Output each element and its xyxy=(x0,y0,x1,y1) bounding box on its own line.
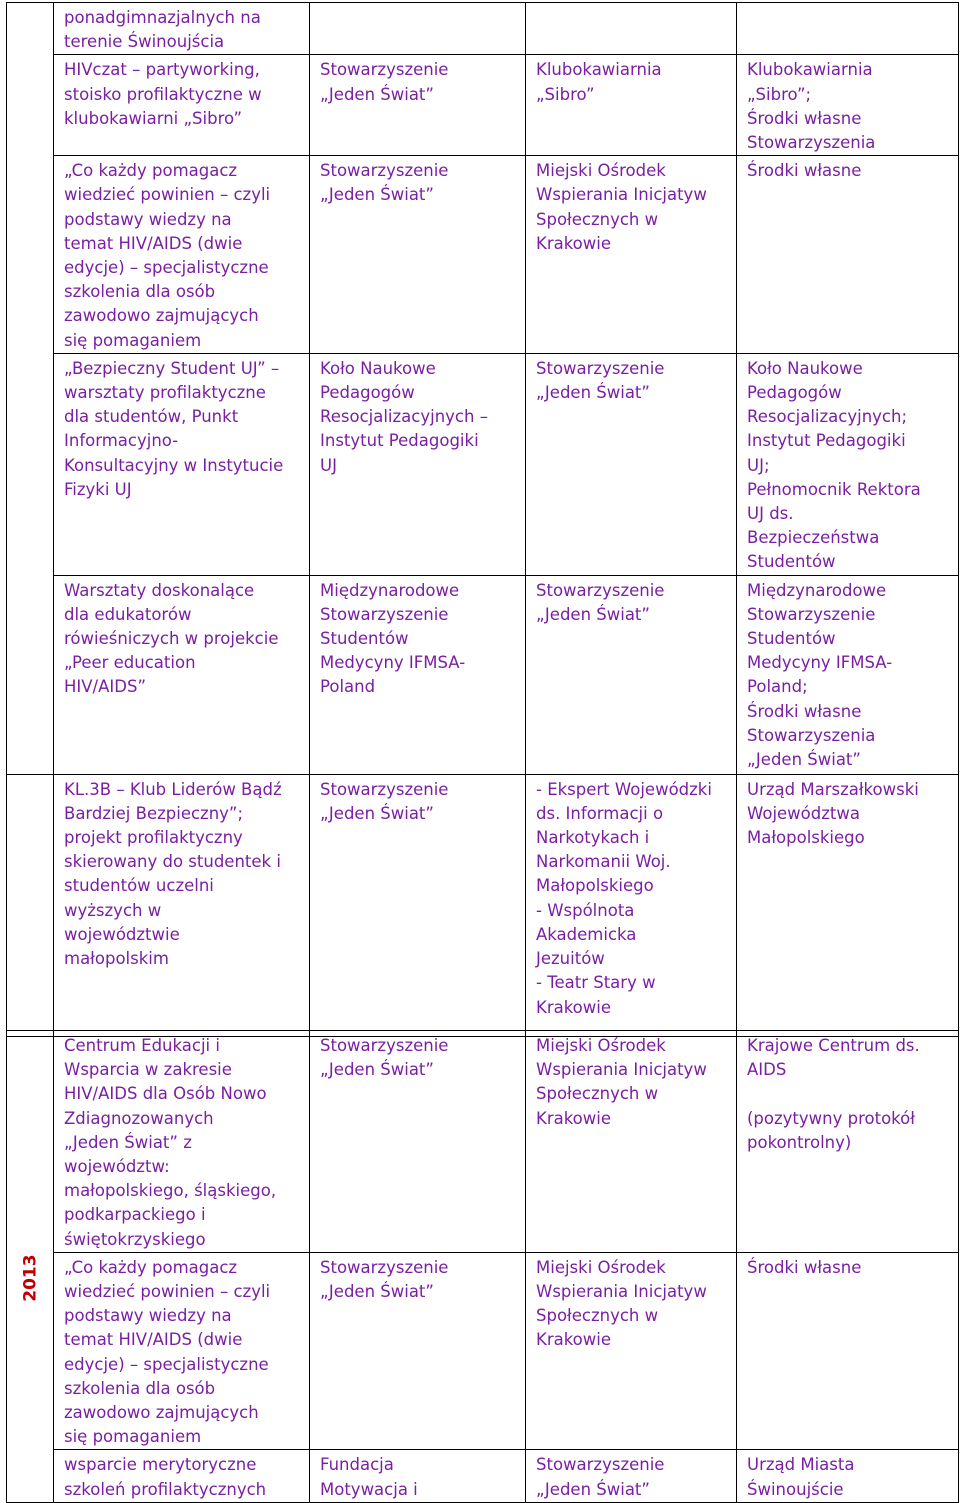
task-cell: „Co każdy pomagacz wiedzieć powinien – czyli podstawy wiedzy na temat HIV/AIDS (dwie edycje) – specjalistyczne szkolenia dla osób zawodowo zajmujących się pomaganiem xyxy=(54,1252,310,1450)
place-cell: Klubokawiarnia „Sibro” xyxy=(526,55,737,156)
partner-cell: Fundacja Motywacja i xyxy=(310,1450,526,1502)
funding-cell xyxy=(737,3,959,55)
table-row xyxy=(7,1252,959,1450)
funding-cell: Urząd Marszałkowski Województwa Małopolskiego xyxy=(737,774,959,1036)
funding-cell: Środki własne xyxy=(737,156,959,354)
table-row xyxy=(7,156,959,354)
table-row xyxy=(7,353,959,575)
funding-cell: Międzynarodowe Stowarzyszenie Studentów Medycyny IFMSA- Poland; Środki własne Stowarzyszenia „Jeden Świat” xyxy=(737,575,959,774)
year-cell xyxy=(7,1031,54,1503)
partner-cell: Międzynarodowe Stowarzyszenie Studentów Medycyny IFMSA- Poland xyxy=(310,575,526,774)
year-label: 2013 xyxy=(20,1254,41,1303)
table-row xyxy=(7,575,959,774)
place-cell: Stowarzyszenie „Jeden Świat” xyxy=(526,353,737,575)
partner-cell: Stowarzyszenie „Jeden Świat” xyxy=(310,55,526,156)
partner-cell: Stowarzyszenie „Jeden Świat” xyxy=(310,1031,526,1253)
table-row xyxy=(7,55,959,156)
task-cell: „Co każdy pomagacz wiedzieć powinien – czyli podstawy wiedzy na temat HIV/AIDS (dwie edycje) – specjalistyczne szkolenia dla osób zawodowo zajmujących się pomaganiem xyxy=(54,156,310,354)
funding-cell: Środki własne xyxy=(737,1252,959,1450)
funding-cell: Klubokawiarnia „Sibro”; Środki własne Stowarzyszenia xyxy=(737,55,959,156)
place-cell: Miejski Ośrodek Wspierania Inicjatyw Społecznych w Krakowie xyxy=(526,1252,737,1450)
funding-cell: Koło Naukowe Pedagogów Resocjalizacyjnych; Instytut Pedagogiki UJ; Pełnomocnik Rektora UJ ds. Bezpieczeństwa Studentów xyxy=(737,353,959,575)
place-cell: - Ekspert Wojewódzki ds. Informacji o Narkotykach i Narkomanii Woj. Małopolskiego - Wspólnota Akademicka Jezuitów - Teatr Stary w Krakowie xyxy=(526,774,737,1036)
table-row xyxy=(7,3,959,55)
task-cell: HIVczat – partyworking, stoisko profilaktyczne w klubokawiarni „Sibro” xyxy=(54,55,310,156)
table-row xyxy=(7,774,959,1036)
table-row xyxy=(7,1450,959,1502)
year-cell xyxy=(7,3,54,775)
activities-table-continued xyxy=(6,2,959,1037)
task-cell: „Bezpieczny Student UJ” – warsztaty profilaktyczne dla studentów, Punkt Informacyjno- Konsultacyjny w Instytucie Fizyki UJ xyxy=(54,353,310,575)
place-cell: Stowarzyszenie „Jeden Świat” xyxy=(526,1450,737,1502)
partner-cell xyxy=(310,3,526,55)
task-cell: ponadgimnazjalnych na terenie Świnoujścia xyxy=(54,3,310,55)
partner-cell: Koło Naukowe Pedagogów Resocjalizacyjnych – Instytut Pedagogiki UJ xyxy=(310,353,526,575)
task-cell: wsparcie merytoryczne szkoleń profilaktycznych xyxy=(54,1450,310,1502)
funding-cell: Krajowe Centrum ds. AIDS (pozytywny protokół pokontrolny) xyxy=(737,1031,959,1253)
year-cell xyxy=(7,774,54,1036)
partner-cell: Stowarzyszenie „Jeden Świat” xyxy=(310,1252,526,1450)
place-cell: Miejski Ośrodek Wspierania Inicjatyw Społecznych w Krakowie xyxy=(526,1031,737,1253)
funding-cell: Urząd Miasta Świnoujście xyxy=(737,1450,959,1502)
partner-cell: Stowarzyszenie „Jeden Świat” xyxy=(310,774,526,1036)
place-cell: Stowarzyszenie „Jeden Świat” xyxy=(526,575,737,774)
task-cell: Centrum Edukacji i Wsparcia w zakresie HIV/AIDS dla Osób Nowo Zdiagnozowanych „Jeden Świat” z województw: małopolskiego, śląskiego, podkarpackiego i świętokrzyskiego xyxy=(54,1031,310,1253)
task-cell: Warsztaty doskonalące dla edukatorów rówieśniczych w projekcie „Peer education HIV/AIDS” xyxy=(54,575,310,774)
table-row xyxy=(7,1031,959,1253)
task-cell: KL.3B – Klub Liderów Bądź Bardziej Bezpieczny”; projekt profilaktyczny skierowany do studentek i studentów uczelni wyższych w województwie małopolskim xyxy=(54,774,310,1036)
place-cell: Miejski Ośrodek Wspierania Inicjatyw Społecznych w Krakowie xyxy=(526,156,737,354)
activities-table-2013 xyxy=(6,1030,959,1503)
partner-cell: Stowarzyszenie „Jeden Świat” xyxy=(310,156,526,354)
place-cell xyxy=(526,3,737,55)
